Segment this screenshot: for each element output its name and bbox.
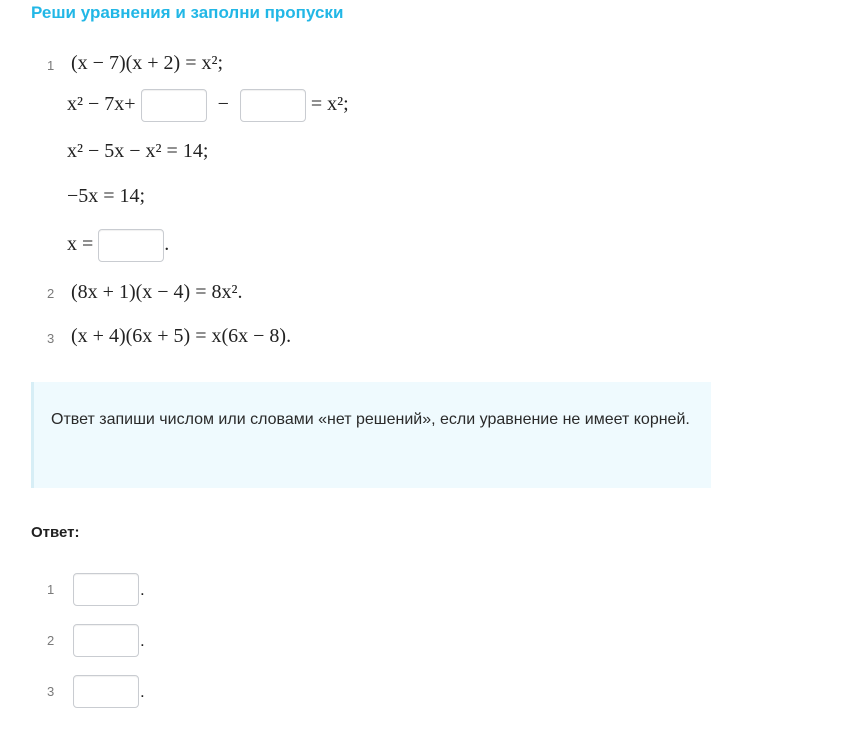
answer-input-2[interactable] (73, 624, 139, 657)
answer-label: Ответ: (31, 524, 80, 541)
step-expand-left: x² − 7x+ (67, 93, 136, 115)
problem-equation-1: (x − 7)(x + 2) = x²; (71, 52, 224, 74)
step-linear: −5x = 14; (67, 185, 146, 207)
step-solution-left: x = (67, 233, 94, 255)
problem-equation-3: (x + 4)(6x + 5) = x(6x − 8). (71, 325, 292, 347)
answer-number-3: 3 (47, 684, 55, 699)
step-expand-right: = x²; (310, 93, 349, 115)
answer-number-2: 2 (47, 633, 55, 648)
answer-row-3 (47, 675, 145, 708)
answer-end-2: . (140, 630, 145, 650)
step-solution-end: . (164, 233, 170, 255)
task-title: Реши уравнения и заполни пропуски (31, 3, 344, 22)
blank-input-1[interactable] (141, 89, 207, 122)
step-solution-row (67, 227, 169, 261)
answer-row-2 (47, 624, 145, 657)
answer-number-1: 1 (47, 582, 55, 597)
hint-box (31, 382, 711, 488)
blank-input-3[interactable] (98, 229, 164, 262)
problem-equation-2: (8x + 1)(x − 4) = 8x². (71, 281, 243, 303)
step-expand-minus: − (217, 93, 229, 115)
problem-number-1: 1 (47, 58, 55, 73)
step-simplify: x² − 5x − x² = 14; (67, 140, 209, 162)
hint-text: Ответ запиши числом или словами «нет решений», если уравнение не имеет корней. (51, 411, 690, 428)
answer-end-1: . (140, 579, 145, 599)
problem-number-3: 3 (47, 331, 55, 346)
blank-input-2[interactable] (240, 89, 306, 122)
answer-input-3[interactable] (73, 675, 139, 708)
answer-input-1[interactable] (73, 573, 139, 606)
step-expand-row (67, 87, 349, 121)
answer-end-3: . (140, 681, 145, 701)
problem-number-2: 2 (47, 286, 55, 301)
answer-row-1 (47, 573, 145, 606)
